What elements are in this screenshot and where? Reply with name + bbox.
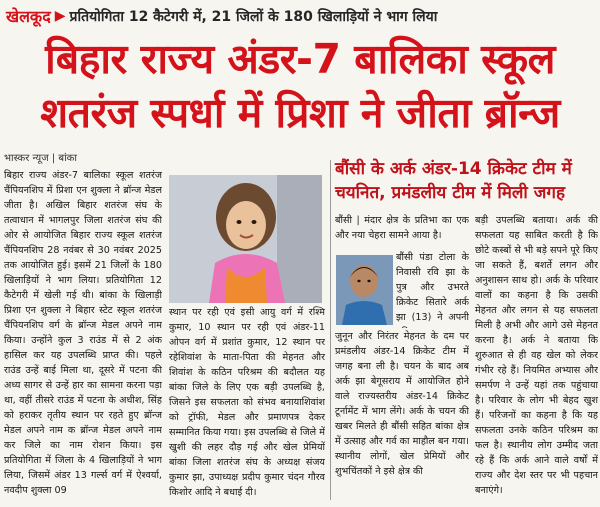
- topline: [0, 0, 600, 32]
- headline-line-2: शतरंज स्पर्धा में प्रिशा ने जीता ब्रॉन्ज: [40, 89, 560, 137]
- story2-headline-line-1: बौंसी के अर्क अंडर-14 क्रिकेट टीम में: [335, 159, 572, 179]
- kicker: प्रतियोगिता 12 कैटेगरी में, 21 जिलों के 180 खिलाड़ियों ने भाग लिया: [69, 8, 438, 25]
- arrow-icon: ▶: [54, 8, 66, 24]
- girl-photo: [169, 175, 322, 303]
- headline-line-1: बिहार राज्य अंडर-7 बालिका स्कूल: [45, 35, 555, 83]
- column-divider: [330, 160, 331, 500]
- boy-photo: [336, 255, 393, 325]
- story1-column-2: स्थान पर रही एवं इसी आयु वर्ग में रश्मि कुमार, 10 स्थान पर रही एवं अंडर-11 ओपन वर्ग में प्रशांत कुमार, 12 स्थान पर रहेशिवांश के माता-पिता की मेहनत और शिवांश के कठिन परिश्रम की बदौलत यह बांका जिले के लिए एक बड़ी उपलब्धि है, जिसने इस सफलता को संभव बनायाशिवांश को ट्रॉफी, मेडल और प्रमाणपत्र देकर सम्मानित किया गया। इस उपलब्धि से जिले में खुशी की लहर दौड़ गई और खेल प्रेमियों बांका जिला शतरंज संघ के अध्यक्ष संजय कुमार झा, उपाध्यक्ष प्रदीप कुमार चंदन गौरव किशोर आदि ने बधाई दी।: [169, 307, 325, 498]
- byline: भास्कर न्यूज | बांका: [4, 153, 77, 164]
- story2-column-1-beside-photo: बौंसी पंडा टोला के निवासी रवि झा के पुत्र और उभरते क्रिकेट सितारे अर्क झा (13) ने अपनी: [396, 252, 469, 323]
- section-tag: खेलकूद: [6, 7, 51, 26]
- story1-column-1: बिहार राज्य अंडर-7 बालिका स्कूल शतरंज चैंपियनशिप में प्रिशा एन शुक्ला ने ब्रॉन्ज मेडल जीता है। अखिल बिहार शतरंज संघ के तत्वाधान में भागलपुर जिला शतरंज संघ की ओर से आयोजित बिहार राज्य स्कूल शतरंज चैंपियनशिप 28 नवंबर से 30 नवंबर 2025 तक आयोजित हुई। इसमें 21 जिलों के 180 खिलाड़ियों ने भाग लिया। प्रतियोगिता 12 कैटेगरी में खेली गई थी। बांका के खिलाड़ी प्रिशा एन शुक्ला ने बिहार स्टेट स्कूल शतरंज चैंपियनशिप वर्ग के ब्रॉन्ज मेडल अपने नाम किया। उन्होंने कुल 3 राउंड में से 2 अंक हासिल कर यह उपलब्धि प्राप्त की। पहले राउंड उन्हें बाई मिला था, दूसरे में पटना की अध्य सागर से उन्हें हार का सामना करना पड़ा था, वहीं तीसरे राउंड में पटना के अधीश, सिंह को हराकर तृतीय स्थान पर रहते हुए ब्रॉन्ज मेडल अपने नाम क ब्रॉन्ज मेडल अपने नाम कर जिले का नाम रोशन किया। इस प्रतियोगिता में जिला के 4 खिलाड़ियों ने भाग लिया, जिसमें अंडर 13 गर्ल्स वर्ग में ऐश्वर्या, नवदीप शुक्ला 09: [4, 170, 162, 496]
- story2-column-1-top: बौंसी | मंदार क्षेत्र के प्रतिभा का एक और नया चेहरा सामने आया है।: [335, 215, 469, 241]
- story2-column-1-bottom: जुनून और निरंतर मेहनत के दम पर प्रमंडलीय अंडर-14 क्रिकेट टीम में जगह बना ली है। चयन के बाद अब अर्क झा बेगूसराय में आयोजित होने वाले राज्यस्तरीय अंडर-14 क्रिकेट टूर्नामेंट में भाग लेंगे। अर्क के चयन की खबर मिलते ही बौंसी सहित बांका क्षेत्र में उत्साह और गर्व का माहौल बन गया। स्थानीय लोगों, खेल प्रेमियों और शुभचिंतकों ने इसे क्षेत्र की: [335, 331, 469, 477]
- story2-headline-line-2: चयनित, प्रमंडलीय टीम में मिली जगह: [335, 183, 565, 203]
- story2-column-2: बड़ी उपलब्धि बताया। अर्क की सफलता यह साबित करती है कि छोटे कस्बों से भी बड़े सपने पूरे किए जा सकते हैं, बशर्ते लगन और अनुशासन साथ हो। अर्क के परिवार वालों का कहना है कि उसकी मेहनत और लगन से यह सफलता मिली है अभी और आगे उसे मेहनत करना है। अर्क ने बताया कि शुरुआत से ही वह खेल को लेकर गंभीर रहे हैं। नियमित अभ्यास और समर्पण ने उन्हें यहां तक पहुंचाया है। परिवार के लोग भी बेहद खुश हैं। परिजनों का कहना है कि यह सफलता उनके कठिन परिश्रम का फल है। स्थानीय लोग उम्मीद जता रहे हैं कि अर्क आने वाले वर्षों में राज्य और देश स्तर पर भी पहचान बनाएंगे।: [475, 215, 598, 496]
